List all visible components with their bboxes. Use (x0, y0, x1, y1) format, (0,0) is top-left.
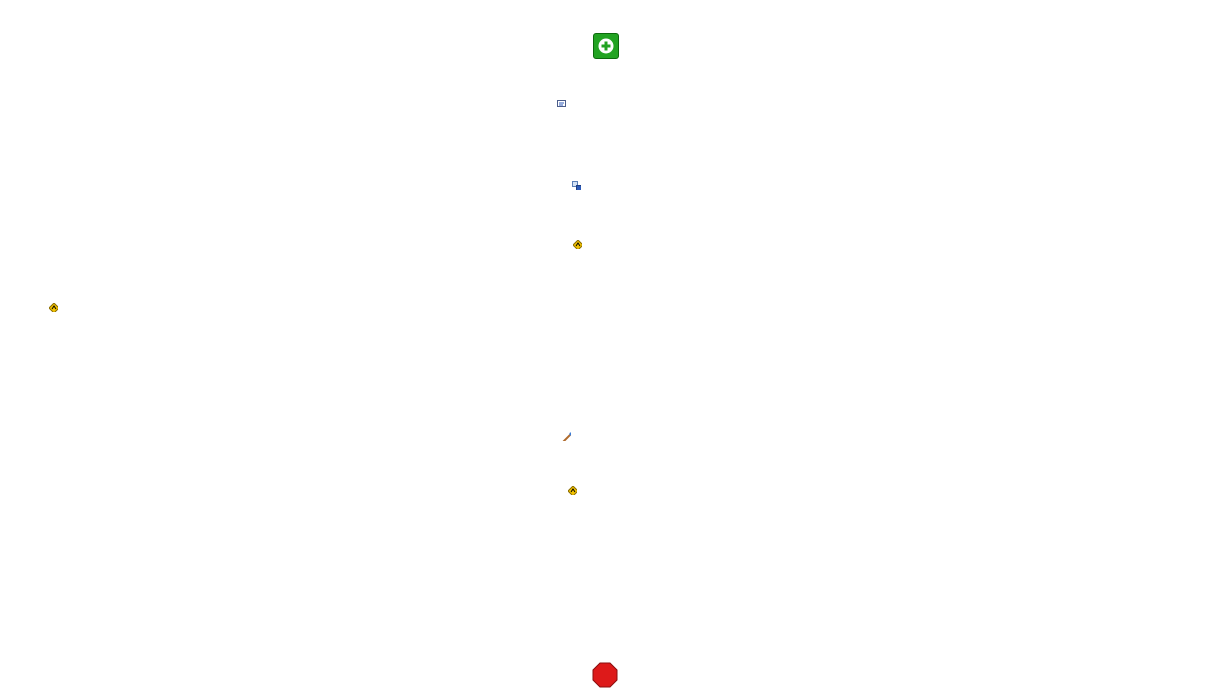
stop-icon[interactable] (592, 662, 618, 688)
routing-decision-icon (568, 486, 577, 495)
wait-condition-icon (562, 432, 571, 441)
condition-branch-icon (49, 303, 58, 312)
retrieve-field-values-icon (557, 99, 566, 108)
start-plus-icon (594, 34, 618, 58)
move-entry-icon (572, 181, 581, 190)
routing-decision-icon (573, 240, 582, 249)
start-node[interactable] (593, 33, 619, 59)
